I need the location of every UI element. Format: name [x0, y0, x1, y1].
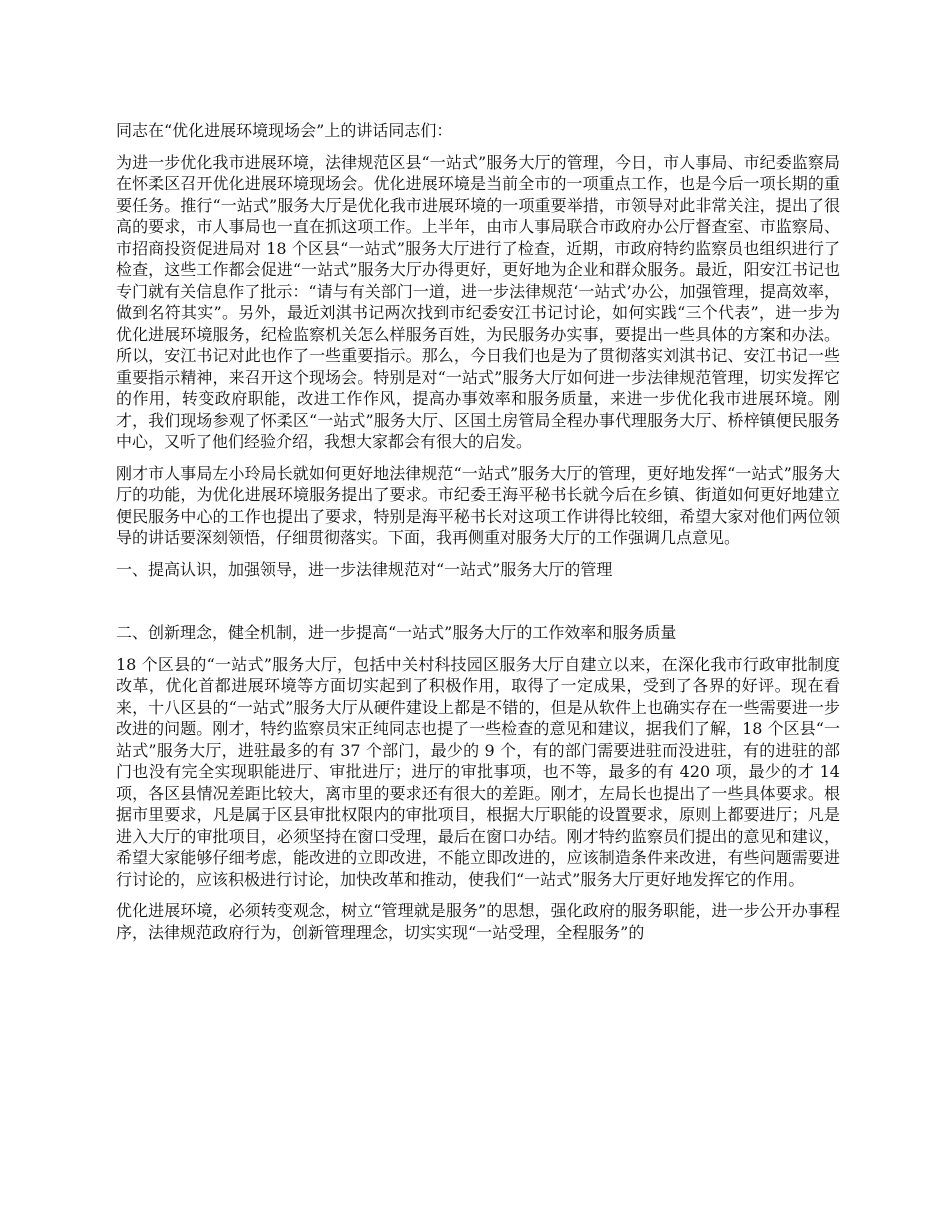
document-page [116, 120, 840, 953]
section-heading-2: 二、创新理念，健全机制，进一步提高“一站式”服务大厅的工作效率和服务质量 [116, 623, 677, 642]
body-paragraph-2: 刚才市人事局左小玲局长就如何更好地法律规范“一站式”服务大厅的管理，更好地发挥“一站式”服务大厅的功能，为优化进展环境服务提出了要求。市纪委王海平秘书长就今后在乡镇、街道如何更好地建立便民服务中心的工作也提出了要求，特别是海平秘书长对这项工作讲得比较细，希望大家对他们两位领导的讲话要深刻领悟，仔细贯彻落实。下面，我再侧重对服务大厅的工作强调几点意见。 [116, 463, 840, 547]
section-heading-1: 一、提高认识，加强领导，进一步法律规范对“一站式”服务大厅的管理 [116, 559, 613, 579]
body-paragraph-1: 为进一步优化我市进展环境，法律规范区县“一站式”服务大厅的管理，今日，市人事局、市纪委监察局在怀柔区召开优化进展环境现场会。优化进展环境是当前全市的一项重点工作，也是今后一项长期的重要任务。推行“一站式”服务大厅是优化我市进展环境的一项重要举措，市领导对此非常关注，提出了很高的要求，市人事局也一直在抓这项工作。上半年，由市人事局联合市政府办公厅督查室、市监察局、市招商投资促进局对 18 个区县“一站式”服务大厅进行了检查，近期，市政府特约监察员也组织进行了检查，这些工作都会促进“一站式”服务大厅办得更好，更好地为企业和群众服务。最近，阳安江书记也专门就有关信息作了批示：“请与有关部门一道，进一步法律规范‘一站式’办公，加强管理，提高效率，做到名符其实”。另外，最近刘淇书记两次找到市纪委安江书记讨论，如何实践“三个代表”，进一步为优化进展环境服务，纪检监察机关怎么样服务百姓，为民服务办实事，要提出一些具体的方案和办法。所以，安江书记对此也作了一些重要指示。那么，今日我们也是为了贯彻落实刘淇书记、安江书记一些重要指示精神，来召开这个现场会。特别是对“一站式”服务大厅如何进一步法律规范管理，切实发挥它的作用，转变政府职能，改进工作作风，提高办事效率和服务质量，来进一步优化我市进展环境。刚才，我们现场参观了怀柔区“一站式”服务大厅、区国土房管局全程办事代理服务大厅、桥梓镇便民服务中心，又听了他们经验介绍，我想大家都会有很大的启发。 [116, 152, 840, 451]
body-paragraph-3: 18 个区县的“一站式”服务大厅，包括中关村科技园区服务大厅自建立以来，在深化我市行政审批制度改革，优化首都进展环境等方面切实起到了积极作用，取得了一定成果，受到了各界的好评。现在看来，十八区县的“一站式”服务大厅从硬件建设上都是不错的，但是从软件上也确实存在一些需要进一步改进的问题。刚才，特约监察员宋正纯同志也提了一些检查的意见和建议，据我们了解，18 个区县“一站式”服务大厅，进驻最多的有 37 个部门，最少的 9 个，有的部门需要进驻而没进驻，有的进驻的部门也没有完全实现职能进厅、审批进厅；进厅的审批事项，也不等，最多的有 420 项，最少的才 14 项，各区县情况差距比较大，离市里的要求还有很大的差距。刚才，左局长也提出了一些具体要求。根据市里要求，凡是属于区县审批权限内的审批项目，根据大厅职能的设置要求，原则上都要进厅；凡是进入大厅的审批项目，必须坚持在窗口受理，最后在窗口办结。刚才特约监察员们提出的意见和建议，希望大家能够仔细考虑，能改进的立即改进，不能立即改进的，应该制造条件来改进，有些问题需要进行讨论的，应该积极进行讨论，加快改革和推动，使我们“一站式”服务大厅更好地发挥它的作用。 [116, 654, 840, 889]
greeting-line: 同志在“优化进展环境现场会”上的讲话同志们： [116, 121, 453, 140]
body-paragraph-4: 优化进展环境，必须转变观念，树立“管理就是服务”的思想，强化政府的服务职能，进一步公开办事程序，法律规范政府行为，创新管理理念，切实实现“一站受理，全程服务”的 [116, 901, 840, 942]
